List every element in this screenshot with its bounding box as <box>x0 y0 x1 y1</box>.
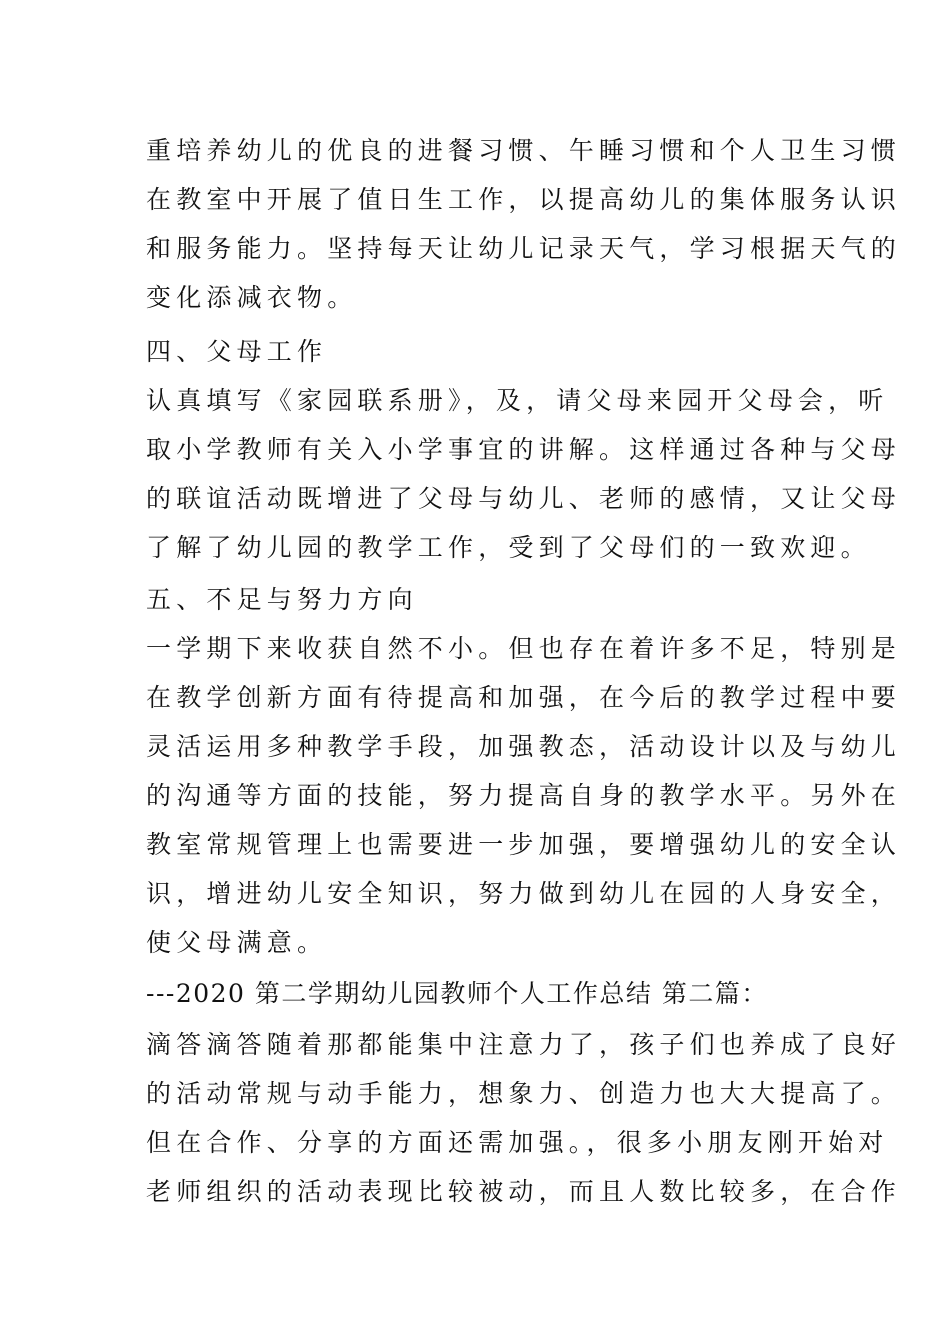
text-line-9: 了解了幼儿园的教学工作，受到了父母们的一致欢迎。 <box>146 533 871 562</box>
text-line-12: 在教学创新方面有待提高和加强，在今后的教学过程中要 <box>146 683 902 712</box>
text-line-8: 的联谊活动既增进了父母与幼儿、老师的感情，又让父母 <box>146 484 902 513</box>
text-line-13: 灵活运用多种教学手段，加强教态，活动设计以及与幼儿 <box>146 732 902 761</box>
text-line-21: 但在合作、分享的方面还需加强。，很多小朋友刚开始对 <box>146 1128 889 1157</box>
section-heading-parents: 四、父母工作 <box>146 337 328 366</box>
text-line-15: 教室常规管理上也需要进一步加强，要增强幼儿的安全认 <box>146 830 902 859</box>
text-line-6: 认真填写《家园联系册》，及，请父母来园开父母会，听 <box>146 386 889 415</box>
text-line-7: 取小学教师有关入小学事宜的讲解。这样通过各种与父母 <box>146 435 902 464</box>
text-line-20: 的活动常规与动手能力，想象力、创造力也大大提高了。 <box>146 1079 902 1108</box>
text-line-14: 的沟通等方面的技能，努力提高自身的教学水平。另外在 <box>146 781 902 810</box>
text-line-3: 和服务能力。坚持每天让幼儿记录天气，学习根据天气的 <box>146 234 902 263</box>
text-line-1: 重培养幼儿的优良的进餐习惯、午睡习惯和个人卫生习惯 <box>146 136 902 165</box>
text-line-4: 变化添减衣物。 <box>146 283 358 312</box>
article-separator-title: ---2020 第二学期幼儿园教师个人工作总结 第二篇： <box>146 979 768 1008</box>
text-line-17: 使父母满意。 <box>146 928 328 957</box>
section-heading-shortcomings: 五、不足与努力方向 <box>146 585 418 614</box>
text-line-11: 一学期下来收获自然不小。但也存在着许多不足，特别是 <box>146 634 902 663</box>
text-line-16: 识，增进幼儿安全知识，努力做到幼儿在园的人身安全， <box>146 879 902 908</box>
text-line-2: 在教室中开展了值日生工作，以提高幼儿的集体服务认识 <box>146 185 902 214</box>
text-line-22: 老师组织的活动表现比较被动，而且人数比较多，在合作 <box>146 1177 902 1206</box>
text-line-19: 滴答滴答随着那都能集中注意力了，孩子们也养成了良好 <box>146 1030 902 1059</box>
